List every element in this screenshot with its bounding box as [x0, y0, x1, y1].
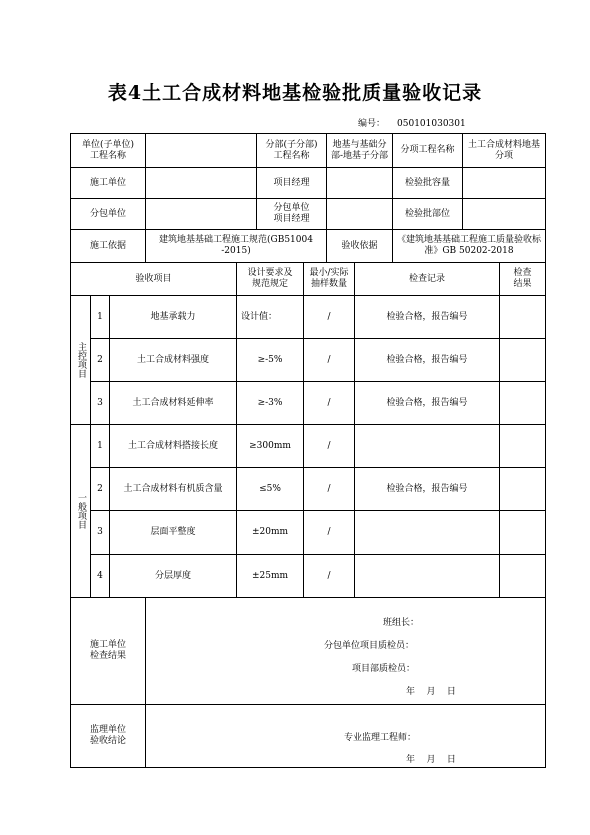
row-number: 3 — [97, 397, 103, 408]
design-requirement: ≥300mm — [249, 440, 291, 451]
batch-capacity-value[interactable] — [463, 168, 545, 198]
check-result[interactable] — [500, 339, 545, 381]
row-number: 4 — [97, 570, 103, 581]
check-result[interactable] — [500, 382, 545, 424]
construction-check-label: 施工单位 检查结果 — [89, 640, 126, 661]
item-name: 分层厚度 — [154, 570, 191, 581]
check-record[interactable] — [355, 555, 499, 597]
sample-count: / — [327, 440, 331, 451]
batch-location-value[interactable] — [463, 199, 545, 229]
sample-count: / — [327, 354, 331, 365]
supervision-label: 监理单位 验收结论 — [89, 725, 126, 746]
item-name-label: 分项工程名称 — [400, 145, 455, 155]
item-name: 层面平整度 — [150, 527, 196, 537]
subcontract-manager-label: 分包单位 项目经理 — [273, 203, 310, 224]
col-design-header: 设计要求及 规范规定 — [247, 268, 293, 289]
supervision-date: 年 月 日 — [406, 755, 456, 765]
main-control-group-label: 主控项目 — [76, 342, 86, 378]
project-manager-value[interactable] — [327, 168, 392, 198]
design-requirement: ≥-5% — [257, 354, 283, 365]
construction-date: 年 月 日 — [406, 687, 456, 697]
item-name: 土工合成材料搭接长度 — [127, 440, 218, 451]
check-record[interactable] — [355, 511, 499, 554]
dept-inspector-label: 项目部质检员： — [352, 664, 416, 674]
col-item-header: 验收项目 — [135, 273, 172, 284]
row-number: 2 — [97, 354, 103, 365]
sample-count: / — [327, 397, 331, 408]
team-leader-label: 班组长： — [383, 618, 420, 628]
design-requirement: ≥-3% — [257, 397, 283, 408]
design-requirement: ±25mm — [251, 570, 289, 581]
design-requirement: 设计值： — [241, 311, 278, 322]
unit-name-label: 单位(子单位) 工程名称 — [81, 139, 135, 161]
row-number: 2 — [97, 483, 103, 494]
sub-inspector-label: 分包单位项目质检员： — [324, 641, 415, 651]
subcontract-unit-label: 分包单位 — [89, 208, 126, 219]
sample-count: / — [327, 483, 331, 494]
row-number: 1 — [97, 311, 103, 322]
acceptance-basis-label: 验收依据 — [341, 240, 378, 251]
col-result-header: 检查 结果 — [513, 268, 532, 289]
check-result[interactable] — [500, 511, 545, 554]
sub-part-label: 分部(子分部) 工程名称 — [265, 139, 318, 161]
item-name: 土工合成材料有机质含量 — [123, 483, 223, 494]
number-value: 050101030301 — [397, 119, 466, 129]
item-name: 地基承载力 — [150, 311, 196, 322]
check-record: 检验合格，报告编号 — [386, 397, 468, 408]
construction-unit-value[interactable] — [146, 168, 256, 198]
check-result[interactable] — [500, 425, 545, 467]
row-number: 3 — [97, 527, 103, 537]
check-record: 检验合格，报告编号 — [386, 483, 468, 494]
row-number: 1 — [97, 440, 103, 451]
col-sample-header: 最小/实际 抽样数量 — [309, 268, 349, 289]
check-result[interactable] — [500, 468, 545, 510]
number-label: 编号： — [358, 119, 386, 129]
sample-count: / — [327, 527, 331, 537]
basis-value: 建筑地基基础工程施工规范(GB51004 -2015) — [159, 235, 313, 256]
acceptance-basis-value: 《建筑地基基础工程施工质量验收标 准》GB 50202-2018 — [396, 235, 541, 256]
check-result[interactable] — [500, 296, 545, 338]
item-name-value: 土工合成材料地基 分项 — [467, 139, 540, 161]
project-manager-label: 项目经理 — [273, 177, 310, 188]
sub-part-value: 地基与基础分 部-地基子分部 — [330, 139, 389, 161]
item-name: 土工合成材料延伸率 — [132, 397, 214, 408]
sample-count: / — [327, 311, 331, 322]
check-record: 检验合格，报告编号 — [386, 354, 468, 365]
sample-count: / — [327, 570, 331, 581]
basis-label: 施工依据 — [89, 240, 126, 251]
col-record-header: 检查记录 — [408, 273, 445, 284]
subcontract-unit-value[interactable] — [146, 199, 256, 229]
design-requirement: ±20mm — [251, 527, 289, 537]
construction-unit-label: 施工单位 — [89, 177, 126, 188]
subcontract-manager-value[interactable] — [327, 199, 392, 229]
design-requirement: ≤5% — [259, 483, 281, 494]
item-name: 土工合成材料强度 — [136, 354, 209, 365]
check-result[interactable] — [500, 555, 545, 597]
page-title: 表4土工合成材料地基检验批质量验收记录 — [107, 82, 483, 104]
batch-location-label: 检验批部位 — [404, 208, 450, 219]
batch-capacity-label: 检验批容量 — [404, 177, 450, 188]
unit-name-value[interactable] — [146, 134, 256, 167]
supervising-engineer-label: 专业监理工程师： — [344, 733, 417, 743]
check-record: 检验合格，报告编号 — [386, 311, 468, 322]
general-group-label: 一般项目 — [76, 493, 86, 529]
check-record[interactable] — [355, 425, 499, 467]
